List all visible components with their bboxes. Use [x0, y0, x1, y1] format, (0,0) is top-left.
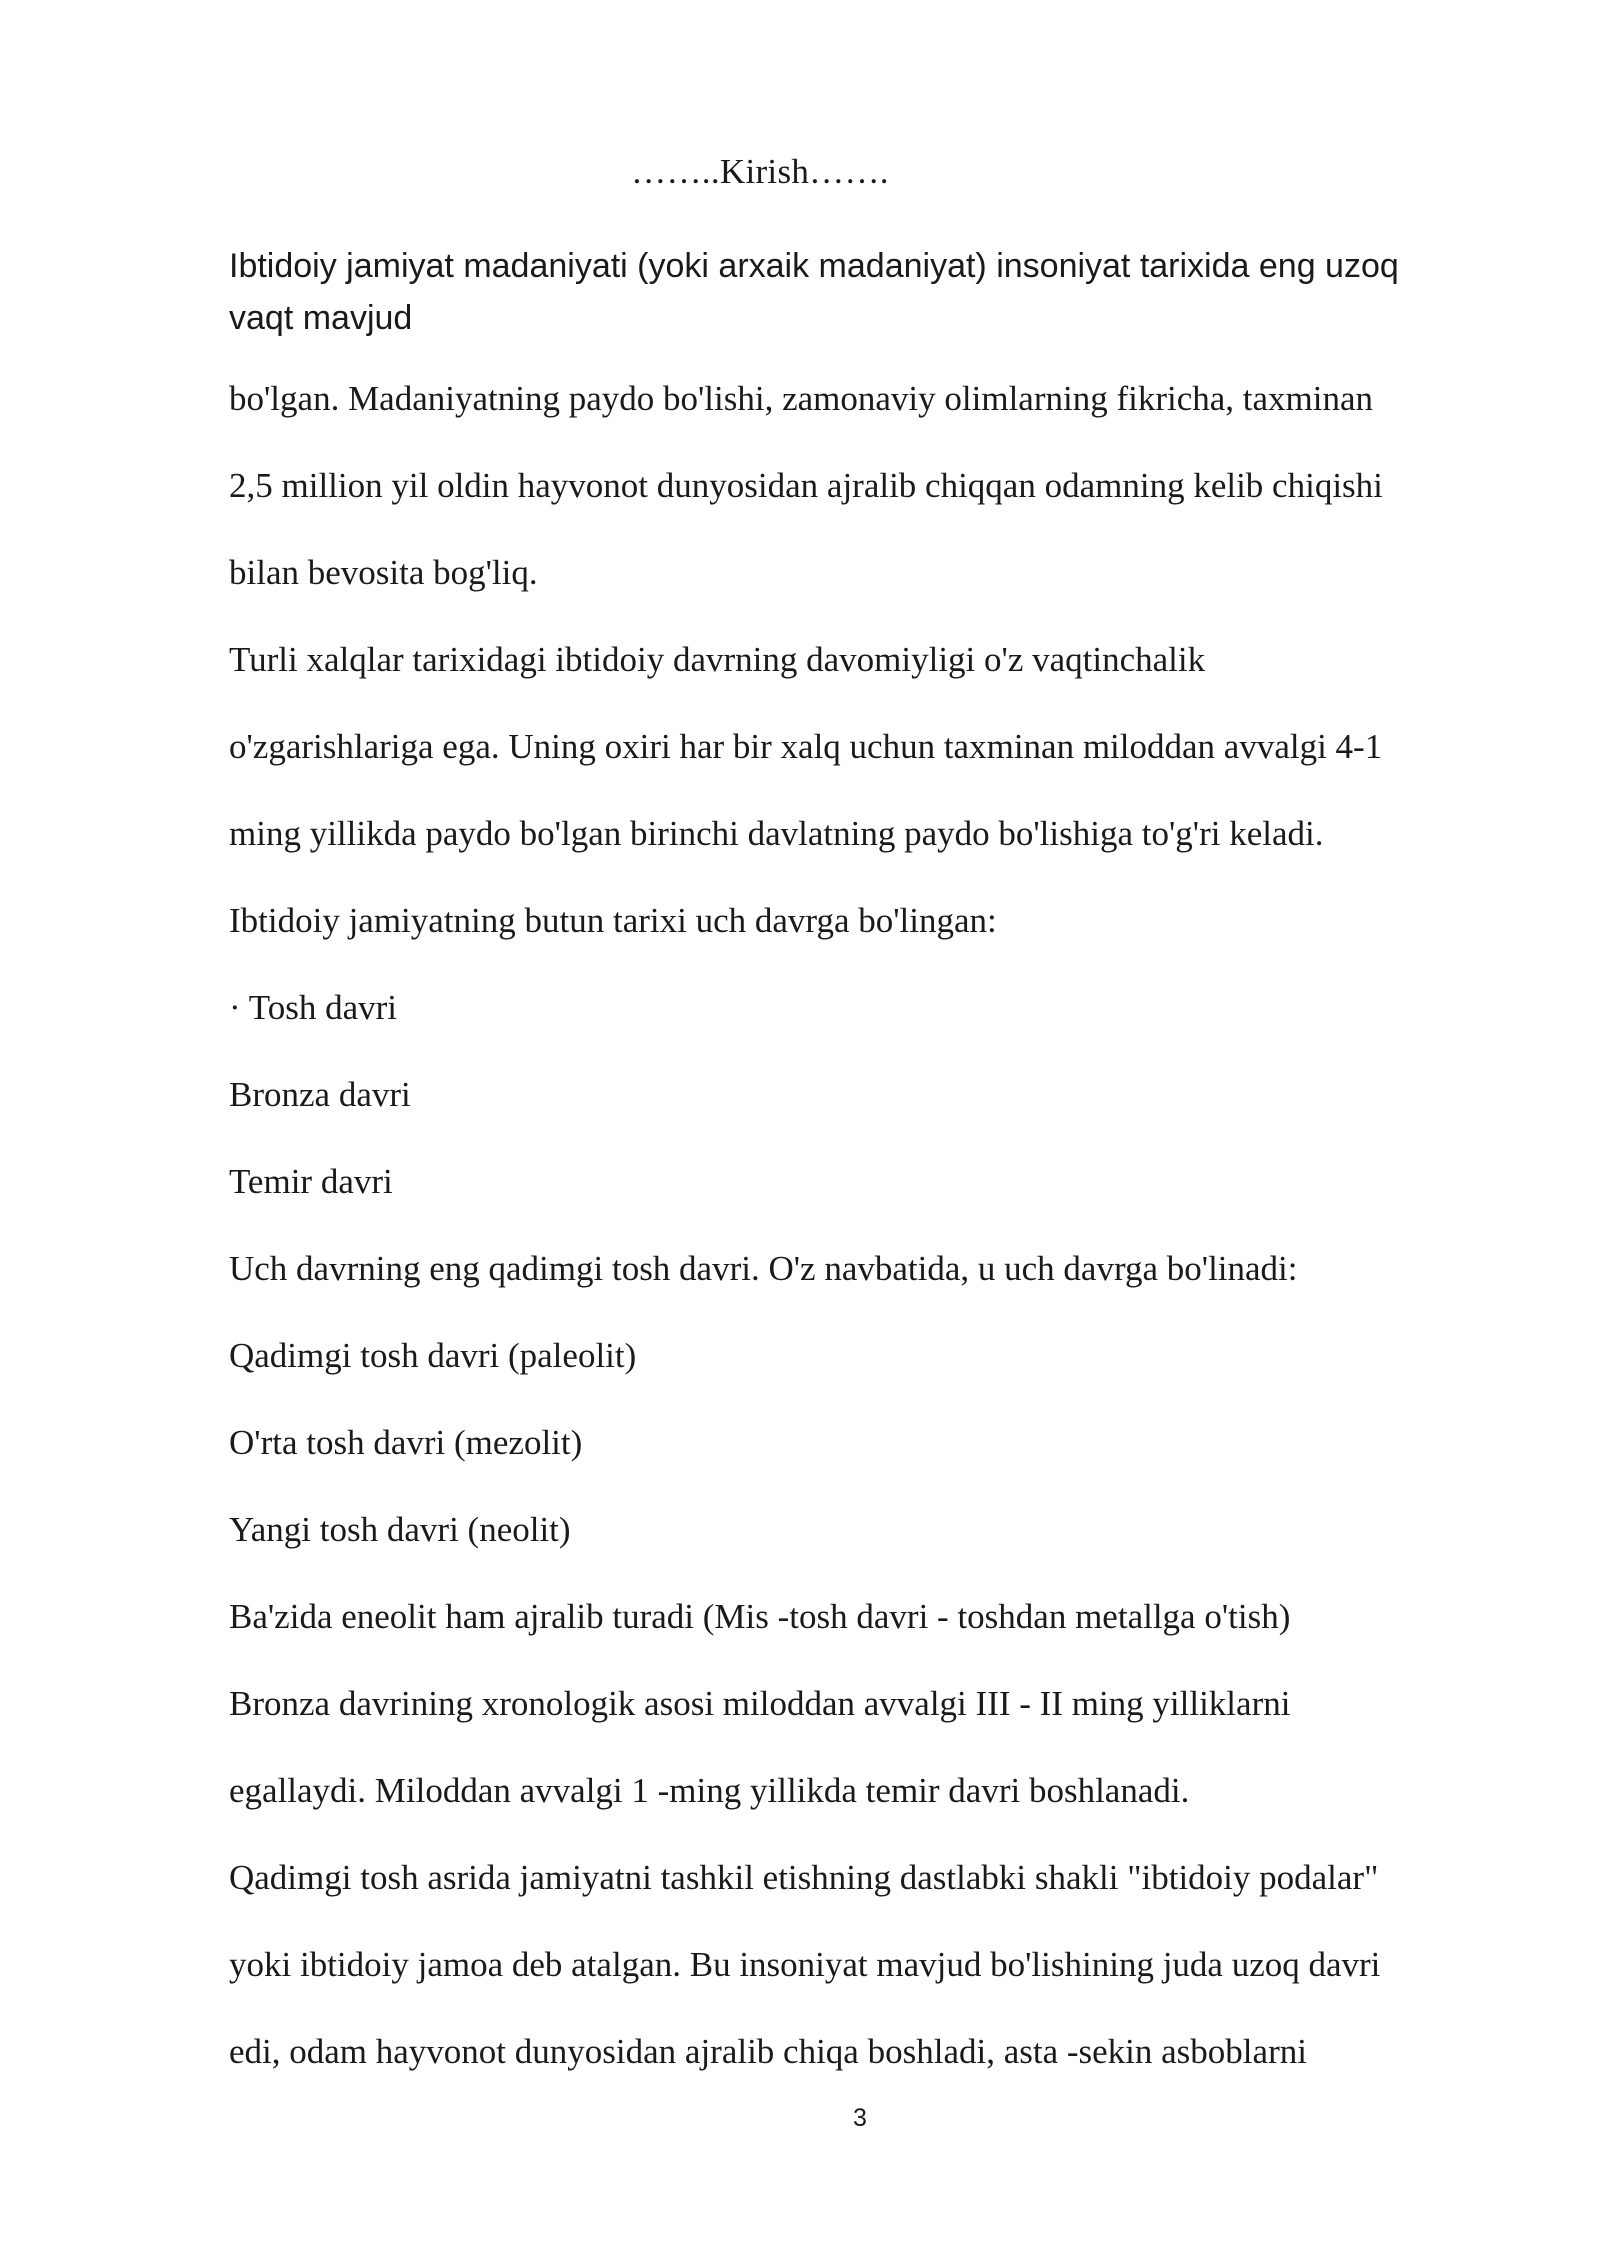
list-item: Yangi tosh davri (neolit): [229, 1510, 571, 1549]
text-line: ming yillikda paydo bo'lgan birinchi davlatning paydo bo'lishiga to'g'ri keladi.: [229, 814, 1324, 853]
text-line: o'zgarishlariga ega. Uning oxiri har bir xalq uchun taxminan miloddan avvalgi 4-1: [229, 727, 1383, 766]
intro-paragraph: [229, 240, 1469, 344]
text-line: Turli xalqlar tarixidagi ibtidoiy davrning davomiyligi o'z vaqtinchalik: [229, 640, 1206, 679]
text-line: edi, odam hayvonot dunyosidan ajralib chiqa boshladi, asta -sekin asboblarni: [229, 2032, 1307, 2071]
page-number: 3: [853, 2104, 867, 2132]
text-line: egallaydi. Miloddan avvalgi 1 -ming yillikda temir davri boshlanadi.: [229, 1771, 1190, 1810]
text-line: Qadimgi tosh asrida jamiyatni tashkil etishning dastlabki shakli "ibtidoiy podalar": [229, 1858, 1379, 1897]
intro-line: vaqt mavjud: [229, 299, 413, 337]
text-line: Bronza davrining xronologik asosi miloddan avvalgi III - II ming yilliklarni: [229, 1684, 1291, 1723]
text-line: Ibtidoiy jamiyatning butun tarixi uch davrga bo'lingan:: [229, 901, 997, 940]
intro-line: Ibtidoiy jamiyat madaniyati (yoki arxaik madaniyat) insoniyat tarixida eng uzoq: [229, 247, 1399, 285]
text-line: yoki ibtidoiy jamoa deb atalgan. Bu insoniyat mavjud bo'lishining juda uzoq davri: [229, 1945, 1381, 1984]
list-item: · Tosh davri: [229, 988, 397, 1027]
body-text: [229, 370, 1489, 2110]
list-item: Temir davri: [229, 1162, 393, 1201]
text-line: Uch davrning eng qadimgi tosh davri. O'z navbatida, u uch davrga bo'linadi:: [229, 1249, 1298, 1288]
text-line: 2,5 million yil oldin hayvonot dunyosidan ajralib chiqqan odamning kelib chiqishi: [229, 466, 1383, 505]
text-line: Ba'zida eneolit ham ajralib turadi (Mis -tosh davri - toshdan metallga o'tish): [229, 1597, 1291, 1636]
list-item: O'rta tosh davri (mezolit): [229, 1423, 583, 1462]
text-line: bilan bevosita bog'liq.: [229, 553, 538, 592]
text-line: bo'lgan. Madaniyatning paydo bo'lishi, zamonaviy olimlarning fikricha, taxminan: [229, 379, 1374, 418]
list-item: Bronza davri: [229, 1075, 411, 1114]
list-item: Qadimgi tosh davri (paleolit): [229, 1336, 637, 1375]
section-heading: ……..Kirish…….: [631, 152, 889, 191]
